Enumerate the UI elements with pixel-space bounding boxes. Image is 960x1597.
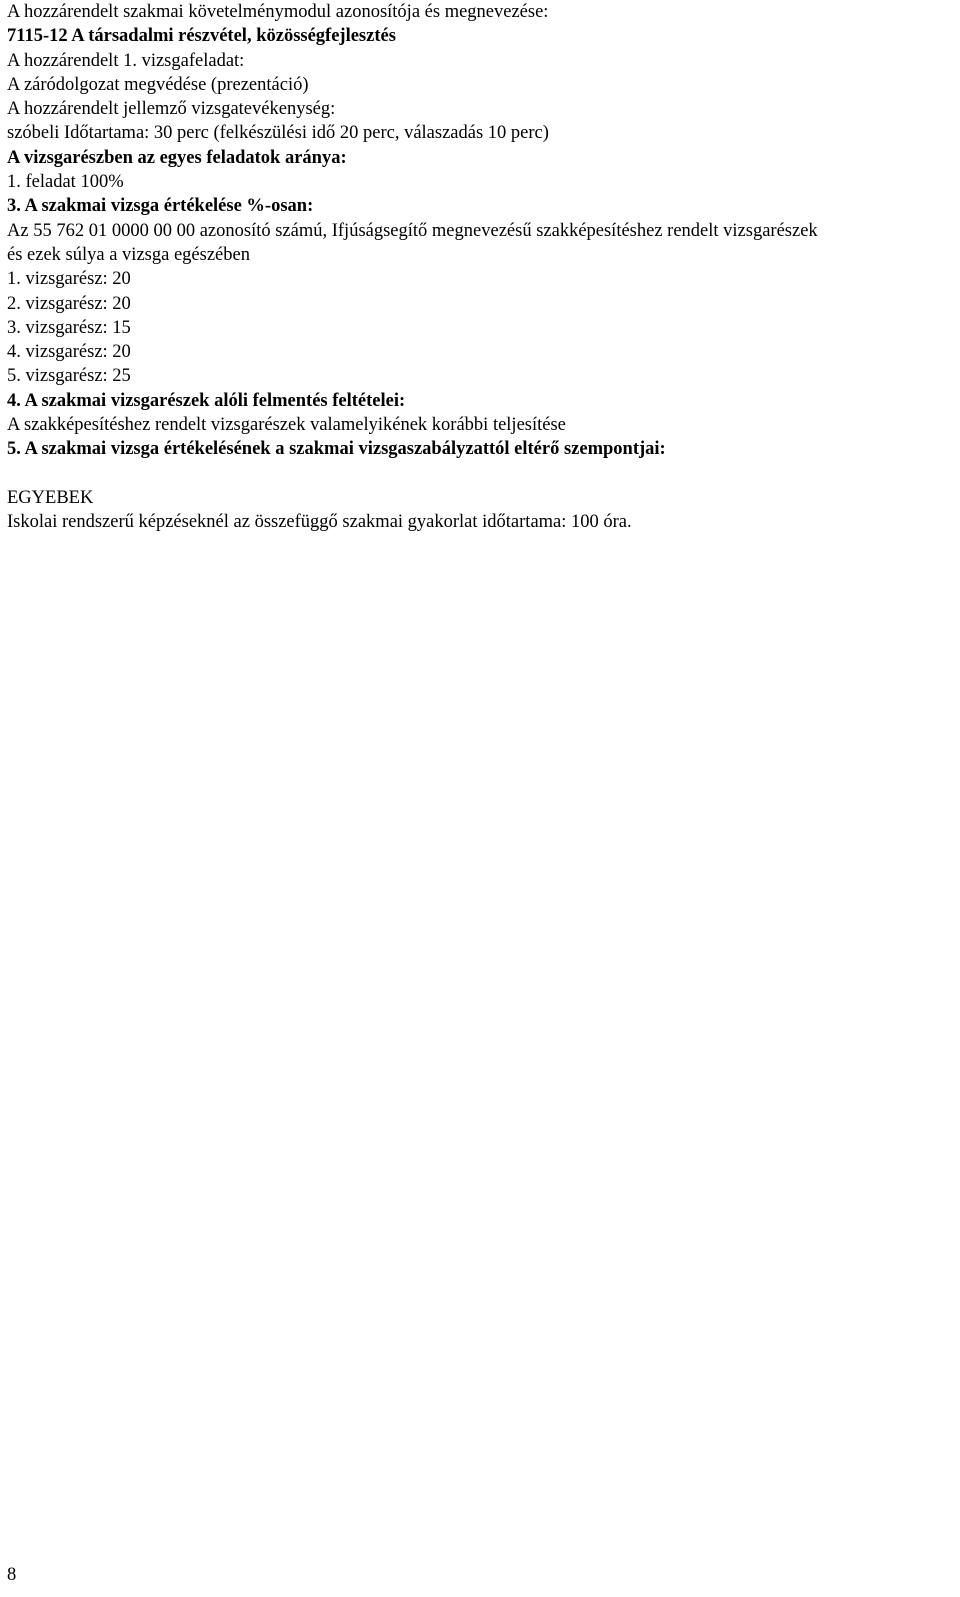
document-body bbox=[7, 0, 955, 535]
section-3-heading: 3. A szakmai vizsga értékelése %-osan: bbox=[7, 196, 314, 217]
exam-activity-label: A hozzárendelt jellemző vizsgatevékenység: bbox=[7, 99, 336, 120]
task-ratio-item: 1. feladat 100% bbox=[7, 172, 124, 193]
task-ratio-heading: A vizsgarészben az egyes feladatok aránya: bbox=[7, 147, 347, 168]
exam-part-2-weight: 2. vizsgarész: 20 bbox=[7, 293, 131, 314]
blank-line bbox=[7, 462, 955, 486]
other-heading: EGYEBEK bbox=[7, 487, 94, 508]
module-title: 7115-12 A társadalmi részvétel, közösségfejlesztés bbox=[7, 26, 396, 47]
other-text: Iskolai rendszerű képzéseknél az összefüggő szakmai gyakorlat időtartama: 100 óra. bbox=[7, 512, 632, 533]
page-number: 8 bbox=[7, 1565, 17, 1585]
section-5-heading: 5. A szakmai vizsga értékelésének a szakmai vizsgaszabályzattól eltérő szempontjai: bbox=[7, 439, 666, 460]
exam-part-5-weight: 5. vizsgarész: 25 bbox=[7, 366, 131, 387]
section-3-text-line-1: Az 55 762 01 0000 00 00 azonosító számú, Ifjúságsegítő megnevezésű szakképesítéshez rendelt vizsgarészek bbox=[7, 220, 818, 241]
exam-task-label: A hozzárendelt 1. vizsgafeladat: bbox=[7, 50, 245, 71]
section-4-heading: 4. A szakmai vizsgarészek alóli felmentés feltételei: bbox=[7, 390, 406, 411]
section-3-text-line-2: és ezek súlya a vizsga egészében bbox=[7, 244, 250, 265]
exam-activity-duration: szóbeli Időtartama: 30 perc (felkészülési idő 20 perc, válaszadás 10 perc) bbox=[7, 123, 549, 144]
exam-task-name: A záródolgozat megvédése (prezentáció) bbox=[7, 74, 309, 95]
module-heading-label: A hozzárendelt szakmai követelménymodul azonosítója és megnevezése: bbox=[7, 2, 549, 22]
exam-part-4-weight: 4. vizsgarész: 20 bbox=[7, 342, 131, 363]
section-4-text: A szakképesítéshez rendelt vizsgarészek valamelyikének korábbi teljesítése bbox=[7, 415, 566, 436]
exam-part-1-weight: 1. vizsgarész: 20 bbox=[7, 269, 131, 290]
exam-part-3-weight: 3. vizsgarész: 15 bbox=[7, 317, 131, 338]
